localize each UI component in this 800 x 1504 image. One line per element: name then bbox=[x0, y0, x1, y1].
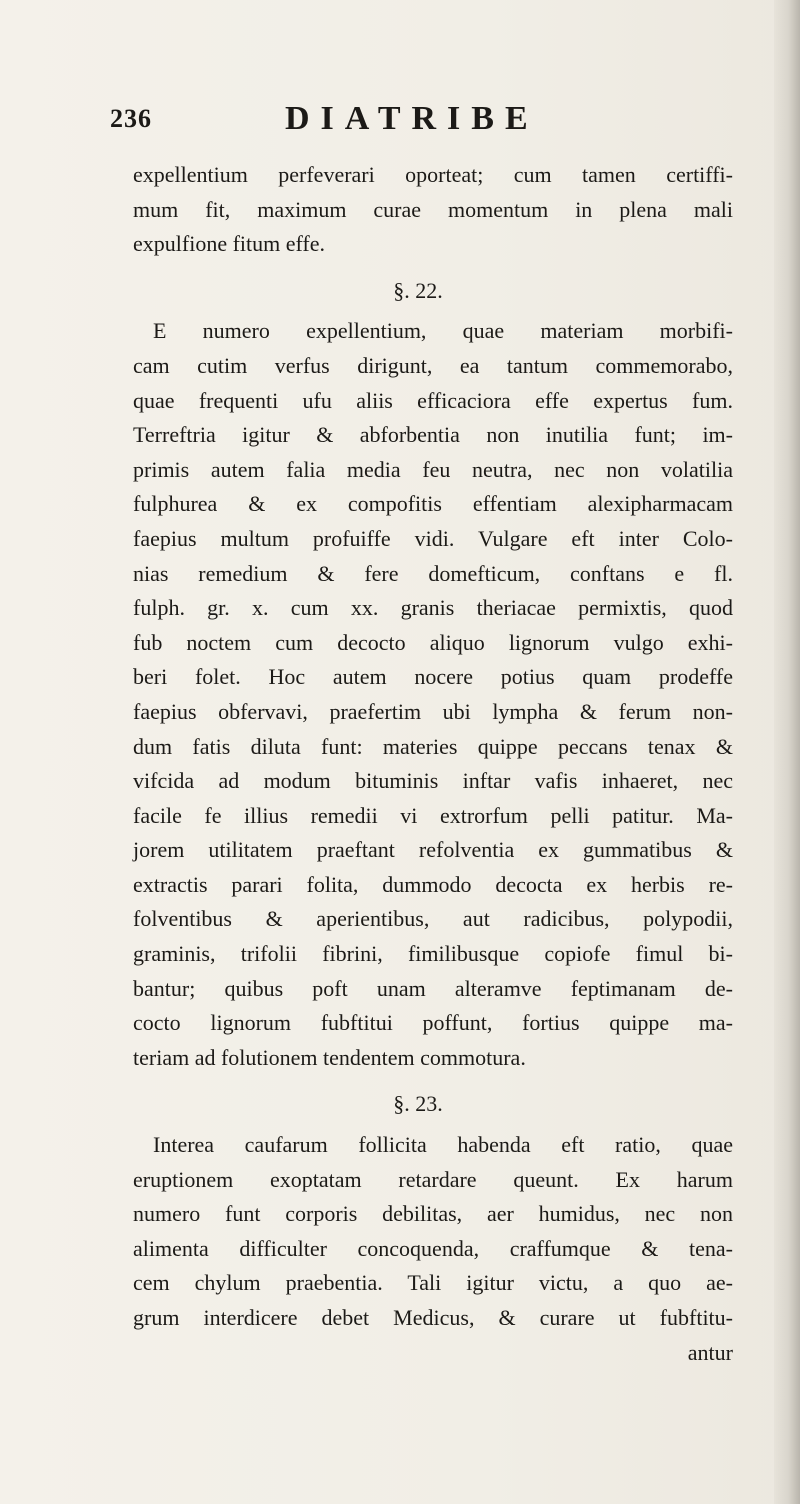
text-line: bantur; quibus poft unam alteramve feptimanam de- bbox=[133, 975, 733, 1001]
text-line: nias remedium & fere domefticum, conftans e fl. bbox=[133, 560, 733, 586]
text-line: primis autem falia media feu neutra, nec non volatilia bbox=[133, 456, 733, 482]
text-line: graminis, trifolii fibrini, fimilibusque copiofe fimul bi- bbox=[133, 941, 733, 967]
text-line: expulfione fitum effe. bbox=[133, 231, 326, 257]
running-head bbox=[110, 100, 730, 140]
section-mark-23: §. 23. bbox=[393, 1091, 443, 1117]
text-line: Terreftria igitur & abforbentia non inutilia funt; im- bbox=[133, 422, 733, 448]
page-edge-shadow bbox=[774, 0, 800, 1504]
running-title: DIATRIBE bbox=[285, 100, 539, 137]
text-line: extractis parari folita, dummodo decocta ex herbis re- bbox=[133, 871, 733, 897]
text-line: teriam ad folutionem tendentem commotura. bbox=[133, 1044, 526, 1070]
text-line: beri folet. Hoc autem nocere potius quam prodeffe bbox=[133, 664, 733, 690]
text-line: alimenta difficulter concoquenda, craffumque & tena- bbox=[133, 1235, 733, 1261]
text-line: expellentium perfeverari oporteat; cum tamen certiffi- bbox=[133, 162, 733, 187]
text-line: mum fit, maximum curae momentum in plena mali bbox=[133, 196, 733, 222]
catchword: antur bbox=[687, 1339, 733, 1365]
text-line: grum interdicere debet Medicus, & curare ut fubftitu- bbox=[133, 1305, 733, 1330]
paragraph-section-23 bbox=[133, 1128, 733, 1370]
page-number: 236 bbox=[110, 104, 152, 133]
text-line: cocto lignorum fubftitui poffunt, fortius quippe ma- bbox=[133, 1010, 733, 1036]
text-line: jorem utilitatem praeftant refolventia ex gummatibus & bbox=[133, 837, 733, 863]
text-line: cam cutim verfus dirigunt, ea tantum commemorabo, bbox=[133, 352, 733, 378]
text-line: folventibus & aperientibus, aut radicibus, polypodii, bbox=[133, 906, 733, 932]
text-line: facile fe illius remedii vi extrorfum pelli patitur. Ma- bbox=[133, 802, 733, 828]
text-line: eruptionem exoptatam retardare queunt. Ex harum bbox=[133, 1166, 733, 1192]
text-line: faepius obfervavi, praefertim ubi lympha & ferum non- bbox=[133, 698, 733, 724]
body-text bbox=[133, 158, 733, 1370]
paragraph-section-22 bbox=[133, 314, 733, 1075]
text-line: cem chylum praebentia. Tali igitur victu, a quo ae- bbox=[133, 1270, 733, 1296]
section-mark-22: §. 22. bbox=[393, 277, 443, 303]
text-line: vifcida ad modum bituminis inftar vafis inhaeret, nec bbox=[133, 768, 733, 794]
text-line: dum fatis diluta funt: materies quippe peccans tenax & bbox=[133, 733, 733, 759]
text-line: fulph. gr. x. cum xx. granis theriacae permixtis, quod bbox=[133, 595, 733, 621]
text-line: faepius multum profuiffe vidi. Vulgare eft inter Colo- bbox=[133, 525, 733, 551]
text-line: numero funt corporis debilitas, aer humidus, nec non bbox=[133, 1201, 733, 1227]
text-line: fulphurea & ex compofitis effentiam alexipharmacam bbox=[133, 491, 733, 517]
text-line: Interea caufarum follicita habenda eft ratio, quae bbox=[153, 1132, 733, 1158]
paragraph-intro bbox=[133, 158, 733, 262]
text-line: fub noctem cum decocto aliquo lignorum vulgo exhi- bbox=[133, 629, 733, 655]
text-line: E numero expellentium, quae materiam morbifi- bbox=[153, 318, 733, 344]
text-line: quae frequenti ufu aliis efficaciora effe expertus fum. bbox=[133, 387, 733, 413]
